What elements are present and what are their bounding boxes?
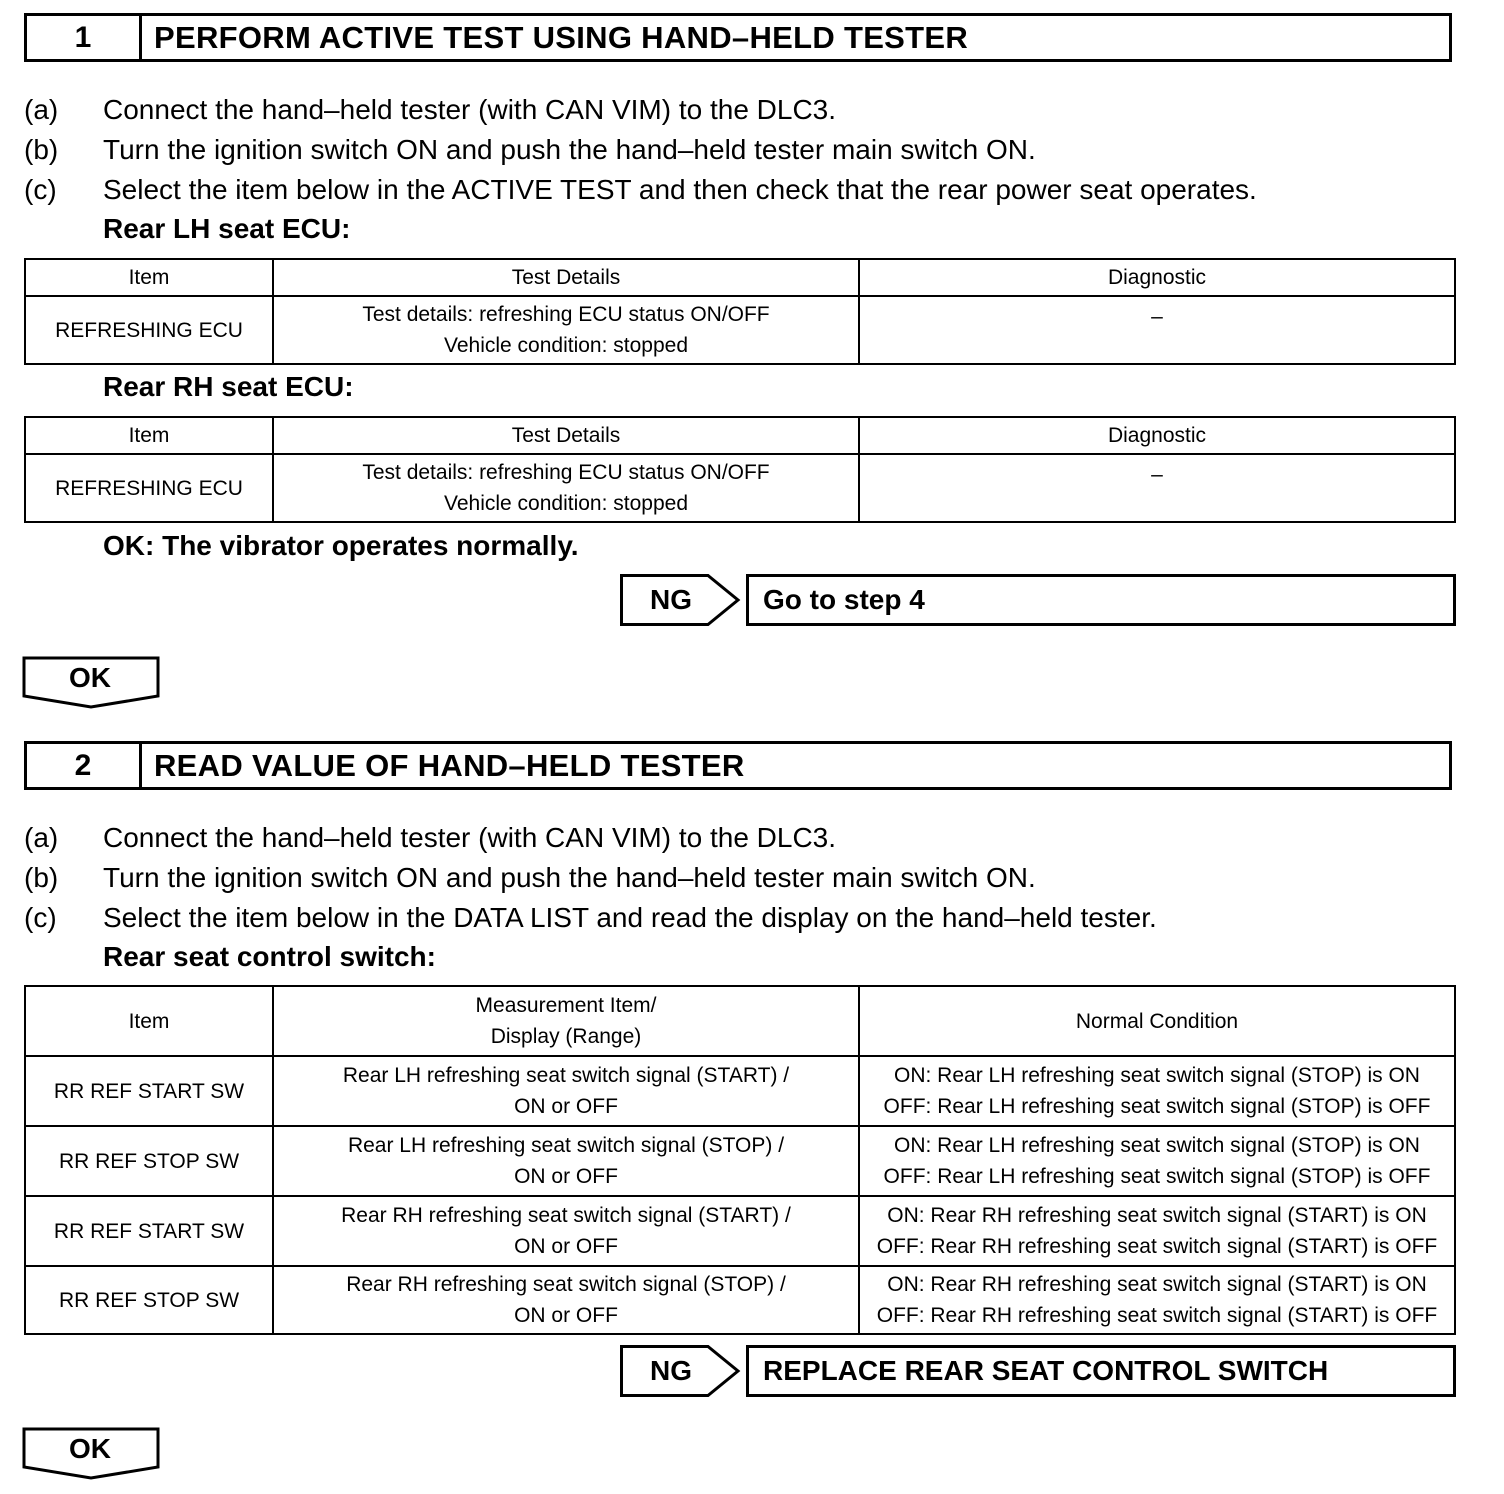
header-item: Item [25,986,273,1056]
cell-line: Rear LH refreshing seat switch signal (STOP) / [347,1134,785,1157]
ok-label: OK [69,1433,111,1464]
instruction-text: Turn the ignition switch ON and push the hand–held tester main switch ON. [103,134,1036,165]
header-measurement [273,986,859,1056]
header-test-details: Test Details [273,259,859,296]
table-header-row [25,417,1455,454]
cell-diagnostic: – [859,454,1455,522]
cell-line: Rear RH refreshing seat switch signal (STOP) / [346,1273,786,1296]
cell-line: ON or OFF [514,1165,618,1188]
cell-line: ON or OFF [514,1095,618,1118]
cell-line: ON or OFF [514,1304,618,1327]
cell-test-details [273,296,859,364]
instruction-label: (b) [24,134,59,165]
cell-line: OFF: Rear RH refreshing seat switch signal (START) is OFF [876,1235,1438,1258]
ok-branch [22,1427,162,1483]
table-row [25,1126,1455,1196]
instruction-label: (a) [24,94,59,125]
step-title: PERFORM ACTIVE TEST USING HAND–HELD TESTER [154,19,969,55]
ng-branch [620,1345,1456,1397]
instruction-text: Select the item below in the ACTIVE TEST and then check that the rear power seat operates. [103,174,1257,205]
instruction-c [24,898,1157,938]
data-list-table [24,985,1456,1335]
instruction-b [24,858,1036,898]
table-row [25,296,1455,364]
table-row [25,1056,1455,1126]
cell-item: RR REF STOP SW [25,1266,273,1334]
ng-target-box: Go to step 4 [746,574,1456,626]
cell-line: OFF: Rear LH refreshing seat switch signal (STOP) is OFF [883,1095,1431,1118]
cell-line: OFF: Rear RH refreshing seat switch signal (START) is OFF [876,1304,1438,1327]
cell-line: ON: Rear RH refreshing seat switch signal (START) is ON [887,1273,1427,1296]
step-number: 1 [27,16,142,59]
header-line: Measurement Item/ [475,994,657,1017]
instruction-a [24,90,836,130]
instruction-text: Select the item below in the DATA LIST and read the display on the hand–held tester. [103,902,1157,933]
ng-label: NG [650,1355,692,1386]
ng-target-box: REPLACE REAR SEAT CONTROL SWITCH [746,1345,1456,1397]
cell-measurement [273,1056,859,1126]
cell-measurement [273,1126,859,1196]
cell-line: OFF: Rear LH refreshing seat switch signal (STOP) is OFF [883,1165,1431,1188]
table-row [25,1196,1455,1266]
header-test-details: Test Details [273,417,859,454]
cell-line: Rear RH refreshing seat switch signal (START) / [341,1204,791,1227]
cell-item: RR REF START SW [25,1196,273,1266]
ok-branch [22,656,162,712]
lh-ecu-heading: Rear LH seat ECU: [103,213,351,244]
cell-line: ON: Rear LH refreshing seat switch signal (STOP) is ON [894,1064,1420,1087]
instruction-c [24,170,1257,210]
instruction-label: (a) [24,822,59,853]
ng-label: NG [650,584,692,615]
header-diagnostic: Diagnostic [859,259,1455,296]
instruction-a [24,818,836,858]
instruction-text: Connect the hand–held tester (with CAN VIM) to the DLC3. [103,94,837,125]
step-title: READ VALUE OF HAND–HELD TESTER [154,747,745,783]
cell-line: Rear LH refreshing seat switch signal (START) / [342,1064,790,1087]
cell-normal-condition [859,1196,1455,1266]
cell-item: RR REF START SW [25,1056,273,1126]
cell-measurement [273,1266,859,1334]
table-row [25,1266,1455,1334]
header-diagnostic: Diagnostic [859,417,1455,454]
cell-diagnostic: – [859,296,1455,364]
instruction-label: (b) [24,862,59,893]
header-normal-condition: Normal Condition [859,986,1455,1056]
instruction-label: (c) [24,174,57,205]
rh-ecu-heading: Rear RH seat ECU: [103,371,354,402]
lh-ecu-table [24,258,1456,365]
switch-heading: Rear seat control switch: [103,941,436,972]
step-2-header [24,741,1452,790]
cell-line: ON: Rear RH refreshing seat switch signal (START) is ON [887,1204,1427,1227]
detail-line: Test details: refreshing ECU status ON/OFF [362,303,770,326]
cell-normal-condition [859,1266,1455,1334]
cell-item: REFRESHING ECU [25,296,273,364]
cell-test-details [273,454,859,522]
instruction-label: (c) [24,902,57,933]
header-item: Item [25,259,273,296]
step-1-header [24,13,1452,62]
rh-ecu-table [24,416,1456,523]
instruction-b [24,130,1036,170]
instruction-text: Connect the hand–held tester (with CAN VIM) to the DLC3. [103,822,837,853]
table-row [25,454,1455,522]
ok-label: OK [69,662,111,693]
cell-normal-condition [859,1126,1455,1196]
table-header-row [25,986,1455,1056]
header-item: Item [25,417,273,454]
cell-item: REFRESHING ECU [25,454,273,522]
step-number: 2 [27,744,142,787]
cell-line: ON: Rear LH refreshing seat switch signal (STOP) is ON [894,1134,1420,1157]
ok-condition-text: OK: The vibrator operates normally. [103,530,579,561]
ng-branch [620,574,1456,626]
instruction-text: Turn the ignition switch ON and push the hand–held tester main switch ON. [103,862,1036,893]
cell-line: ON or OFF [514,1235,618,1258]
detail-line: Vehicle condition: stopped [443,334,688,357]
cell-measurement [273,1196,859,1266]
header-line: Display (Range) [490,1025,642,1048]
detail-line: Vehicle condition: stopped [443,492,688,515]
detail-line: Test details: refreshing ECU status ON/OFF [362,461,770,484]
table-header-row [25,259,1455,296]
cell-normal-condition [859,1056,1455,1126]
cell-item: RR REF STOP SW [25,1126,273,1196]
